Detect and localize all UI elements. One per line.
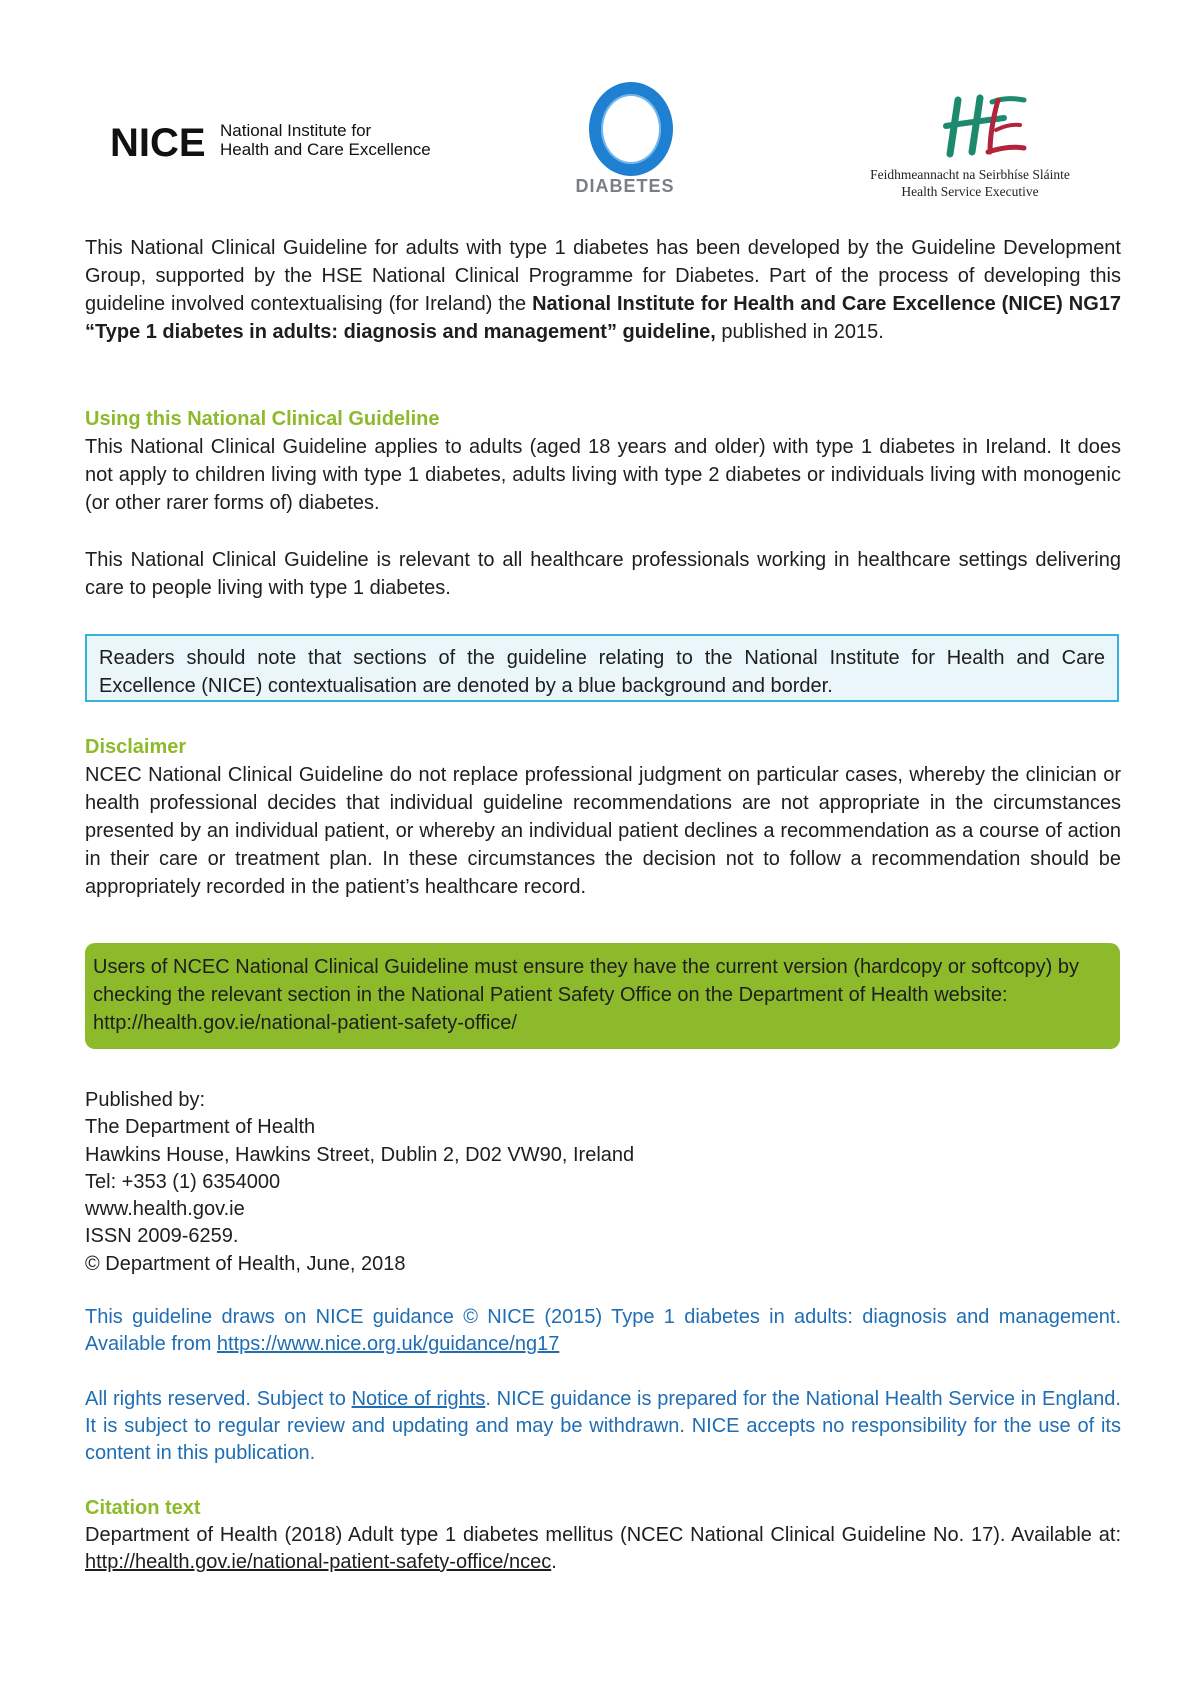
publisher-issn: ISSN 2009-6259. <box>85 1225 239 1248</box>
hse-logo-subtitle <box>860 166 1080 200</box>
publisher-org: The Department of Health <box>85 1116 316 1139</box>
disclaimer-paragraph: NCEC National Clinical Guideline do not replace professional judgment on particular cases, whereby the clinician or health professional decides that individual guideline recommendations are not appropriate in the circumstances presented by an individual patient, or whereby an individual patient declines a recommendation as a course of action in their care or treatment plan. In these circumstances the decision not to follow a recommendation should be appropriately recorded in the patient’s healthcare record. <box>85 764 1121 898</box>
rights-paragraph <box>85 1386 1121 1467</box>
publisher-address: Hawkins House, Hawkins Street, Dublin 2, D02 VW90, Ireland <box>85 1143 635 1166</box>
nice-logo-subtitle <box>220 121 431 159</box>
citation-text: Department of Health (2018) Adult type 1 diabetes mellitus (NCEC National Clinical Guideline No. 17). Available at: <box>85 1524 1121 1546</box>
hse-logo <box>860 92 1080 202</box>
notice-of-rights-link[interactable]: Notice of rights <box>351 1388 486 1410</box>
publisher-web: www.health.gov.ie <box>85 1198 245 1221</box>
nice-guidance-paragraph <box>85 1304 1121 1358</box>
publisher-tel: Tel: +353 (1) 6354000 <box>85 1170 281 1193</box>
hse-mark-icon <box>940 92 1030 162</box>
nice-contextualisation-note: Readers should note that sections of the guideline relating to the National Institute for Health and Care Excellence (NICE) contextualisation are denoted by a blue background and border. <box>85 634 1119 702</box>
citation-link[interactable]: http://health.gov.ie/national-patient-safety-office/ncec <box>85 1551 552 1573</box>
publisher-info <box>85 1087 985 1278</box>
using-guideline-heading: Using this National Clinical Guideline <box>85 408 440 430</box>
citation-heading: Citation text <box>85 1497 201 1519</box>
publisher-copyright: © Department of Health, June, 2018 <box>85 1252 406 1275</box>
nice-logo-line2: Health and Care Excellence <box>220 140 431 159</box>
nice-guidance-text: This guideline draws on NICE guidance © NICE (2015) Type 1 diabetes in adults: diagnosis and management. Available from <box>85 1306 1121 1355</box>
diabetes-logo-label: DIABETES <box>575 176 675 196</box>
intro-text-after: published in 2015. <box>715 321 884 343</box>
rights-text-after: . NICE guidance is prepared for the National Health Service in England. It is subject to regular review and updating and may be withdrawn. NICE accepts no responsibility for the use of its content in this publication. <box>85 1388 1121 1464</box>
disclaimer-heading: Disclaimer <box>85 736 187 758</box>
current-version-note: Users of NCEC National Clinical Guideline must ensure they have the current version (hardcopy or softcopy) by checking the relevant section in the National Patient Safety Office on the Department of Health website: http://health.gov.ie/national-patient-safety-office/ <box>85 943 1120 1049</box>
intro-text-before: This National Clinical Guideline for adults with type 1 diabetes has been developed by the Guideline Development Group, supported by the HSE National Clinical Programme for Diabetes. Part of the process of developing this guideline involved contextualising (for Ireland) the <box>85 237 1121 315</box>
citation-paragraph <box>85 1522 1121 1576</box>
nice-wordmark: NICE <box>110 121 206 165</box>
nice-logo <box>110 118 470 168</box>
rights-text-before: All rights reserved. Subject to <box>85 1388 352 1410</box>
intro-paragraph <box>85 234 1121 346</box>
using-guideline-paragraph-1: This National Clinical Guideline applies to adults (aged 18 years and older) with type 1 diabetes in Ireland. It does not apply to children living with type 1 diabetes, adults living with type 2 diabetes or individuals living with monogenic (or other rarer forms of) diabetes. <box>85 436 1121 514</box>
hse-logo-line2: Health Service Executive <box>901 184 1039 199</box>
nice-guidance-link[interactable]: https://www.nice.org.uk/guidance/ng17 <box>216 1333 560 1355</box>
published-by-label: Published by: <box>85 1089 206 1111</box>
using-guideline-paragraph-2: This National Clinical Guideline is relevant to all healthcare professionals working in healthcare settings delivering care to people living with type 1 diabetes. <box>85 549 1121 599</box>
intro-text-bold: National Institute for Health and Care Excellence (NICE) NG17 “Type 1 diabetes in adults: diagnosis and management” guideline, <box>85 293 1121 343</box>
hse-logo-line1: Feidhmeannacht na Seirbhíse Sláinte <box>870 167 1070 182</box>
nice-logo-line1: National Institute for <box>220 121 372 140</box>
diabetes-ring-icon <box>589 82 673 176</box>
citation-end: . <box>551 1551 557 1573</box>
diabetes-logo <box>560 82 690 202</box>
